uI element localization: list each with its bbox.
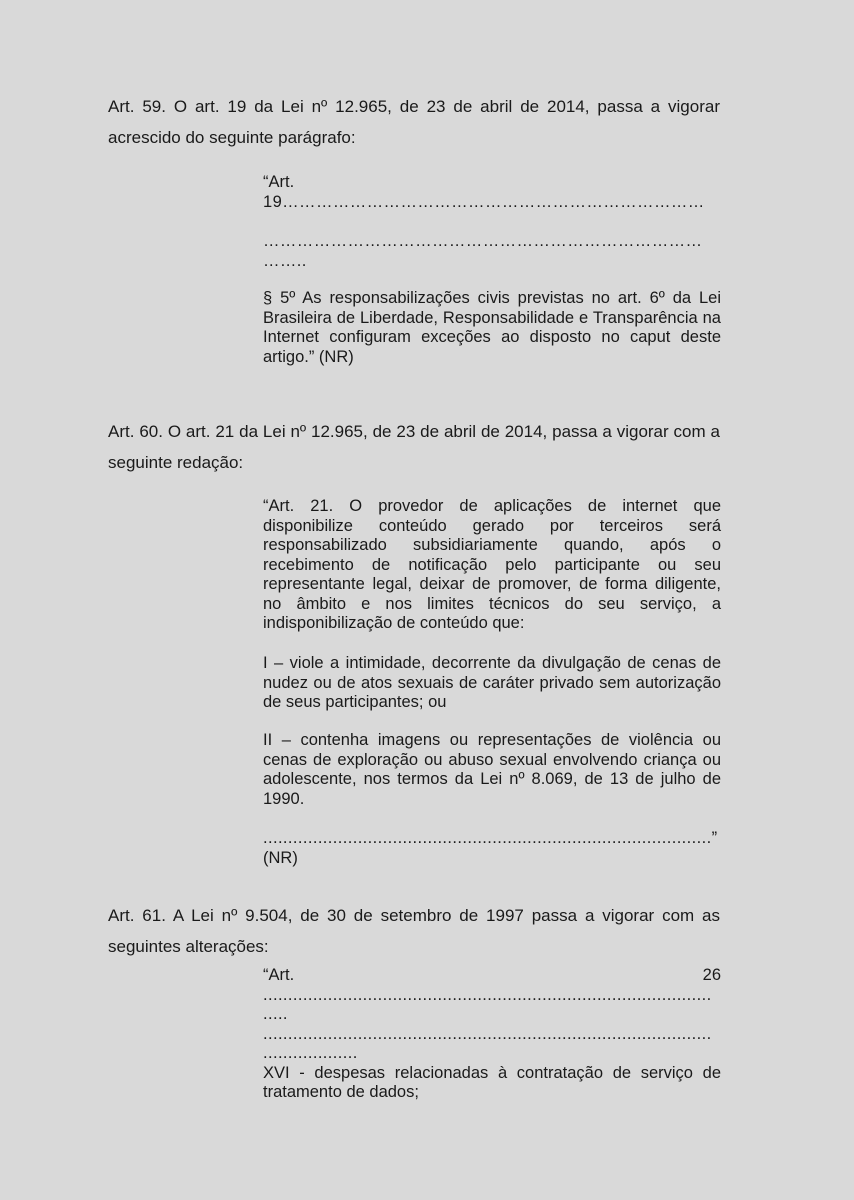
art-21-inciso-1: I – viole a intimidade, decorrente da divulgação de cenas de nudez ou de atos sexuais de caráter privado sem autorização de seus participantes; ou xyxy=(263,654,721,711)
art-19-paragraph-5: § 5º As responsabilizações civis previstas no art. 6º da Lei Brasileira de Liberdade, Responsabilidade e Transparência na Internet configuram exceções ao disposto no caput deste artigo.” (NR) xyxy=(263,289,721,366)
art-21-closing xyxy=(263,829,721,868)
art-26-inciso-16: XVI - despesas relacionadas à contratação de serviço de tratamento de dados; xyxy=(263,1063,721,1101)
art-21-inciso-2: II – contenha imagens ou representações de violência ou cenas de exploração ou abuso sexual envolvendo criança ou adolescente, nos termos da Lei nº 8.069, de 13 de julho de 1990. xyxy=(263,731,721,808)
art-26-quote-open-line xyxy=(263,966,721,986)
art-19-quote xyxy=(263,173,721,271)
art-60-heading: Art. 60. O art. 21 da Lei nº 12.965, de 23 de abril de 2014, passa a vigorar com a seguinte redação: xyxy=(108,422,720,472)
art-61-heading: Art. 61. A Lei nº 9.504, de 30 de setembro de 1997 passa a vigorar com as seguintes alterações: xyxy=(108,906,720,956)
art-26-number: 26 xyxy=(702,966,721,984)
art-19-quote-open: “Art. xyxy=(263,173,295,191)
art-26-quote xyxy=(263,966,721,1103)
art-59-heading: Art. 59. O art. 19 da Lei nº 12.965, de 23 de abril de 2014, passa a vigorar acrescido do seguinte parágrafo: xyxy=(108,97,720,147)
art-26-dots-2: ..... xyxy=(263,1005,288,1023)
art-26-quote-open: “Art. xyxy=(263,966,295,984)
art-19-dots-line-2: …….. xyxy=(263,251,307,270)
art-26-dots-1: .......................................................................................... xyxy=(263,985,712,1004)
art-21-caput: “Art. 21. O provedor de aplicações de internet que disponibilize conteúdo gerado por terceiros será responsabilizado subsidiariamente quando, após o recebimento de notificação pelo participante ou seu representante legal, deixar de promover, de forma diligente, no âmbito e nos limites técnicos do seu serviço, a indisponibilização de conteúdo que: xyxy=(263,497,721,632)
art-19-number-line: 19………………………………………………………………… xyxy=(263,192,705,211)
art-26-dots-4: ................... xyxy=(263,1044,358,1062)
art-21-closing-dots: ..........................................................................................” xyxy=(263,829,718,847)
art-19-dots-line-1: …………………………………………………………………… xyxy=(263,232,703,250)
art-26-dots-3: .......................................................................................... xyxy=(263,1024,712,1043)
art-21-nr: (NR) xyxy=(263,848,298,867)
